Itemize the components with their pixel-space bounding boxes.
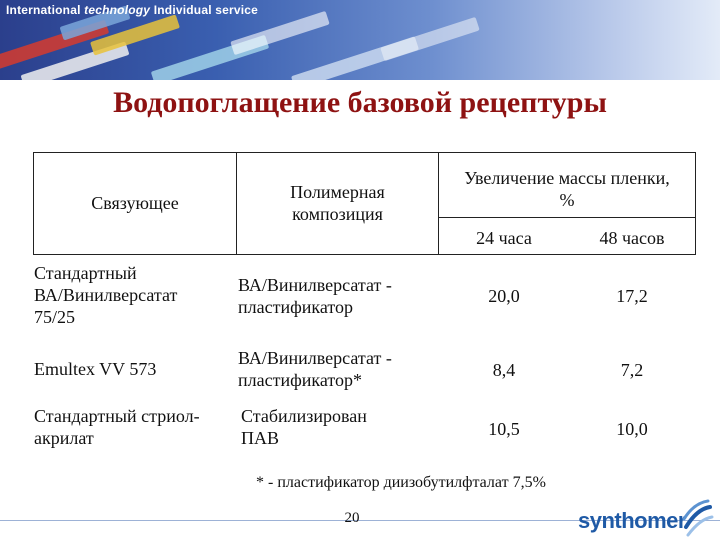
tagline-part3: Individual service xyxy=(153,3,259,17)
tagline-part2: technology xyxy=(84,3,151,17)
binder-line: Стандартный стриол- xyxy=(34,406,200,426)
header-composition xyxy=(237,181,438,225)
binder-line: Emultex VV 573 xyxy=(34,359,157,379)
table-row-1-48h: 17,2 xyxy=(616,286,648,306)
table-row-3-composition xyxy=(241,405,438,449)
table-row-2-24h: 8,4 xyxy=(492,360,516,380)
header-mass-increase-line1: Увеличение массы пленки, xyxy=(464,168,670,188)
tagline-part1: International xyxy=(6,3,81,17)
table-border-top xyxy=(33,152,696,153)
table-row-2-48h: 7,2 xyxy=(620,360,644,380)
header-48h: 48 часов xyxy=(599,228,665,248)
table-row-3-24h: 10,5 xyxy=(488,419,520,439)
header-tagline xyxy=(6,3,258,17)
table-subheader-divider xyxy=(438,217,696,218)
table-row-3-binder xyxy=(34,405,249,449)
table-border-right xyxy=(695,152,696,254)
header-mass-increase xyxy=(439,167,695,211)
binder-line: акрилат xyxy=(34,428,94,448)
table-row-2-composition xyxy=(238,347,438,391)
header-banner xyxy=(0,0,720,80)
table-border-bottom xyxy=(33,254,696,255)
table-row-1-composition xyxy=(238,274,438,318)
header-composition-line1: Полимерная xyxy=(290,182,385,202)
header-image-collage xyxy=(0,18,720,80)
composition-line: ПАВ xyxy=(241,428,280,448)
composition-line: пластификатор xyxy=(238,297,354,317)
synthomer-logo-text: synthomer xyxy=(578,508,686,533)
synthomer-logo-icon xyxy=(680,497,714,537)
slide-title: Водопоглащение базовой рецептуры xyxy=(113,86,607,119)
header-binder: Связующее xyxy=(91,193,179,213)
header-composition-line2: композиция xyxy=(292,204,383,224)
binder-line: Стандартный xyxy=(34,263,137,283)
header-mass-increase-line2: % xyxy=(559,190,575,210)
table-row-2-binder xyxy=(34,358,236,380)
composition-line: ВА/Винилверсатат - xyxy=(238,348,392,368)
table-row-1-binder xyxy=(34,262,236,328)
table-row-3-48h: 10,0 xyxy=(616,419,648,439)
binder-line: 75/25 xyxy=(34,307,76,327)
binder-line: ВА/Винилверсатат xyxy=(34,285,178,305)
table-row-1-24h: 20,0 xyxy=(488,286,520,306)
composition-line: Стабилизирован xyxy=(241,406,367,426)
footnote: * - пластификатор диизобутилфталат 7,5% xyxy=(256,474,546,491)
page-number: 20 xyxy=(344,510,360,526)
composition-line: ВА/Винилверсатат - xyxy=(238,275,392,295)
header-24h: 24 часа xyxy=(476,228,532,248)
composition-line: пластификатор* xyxy=(238,370,363,390)
